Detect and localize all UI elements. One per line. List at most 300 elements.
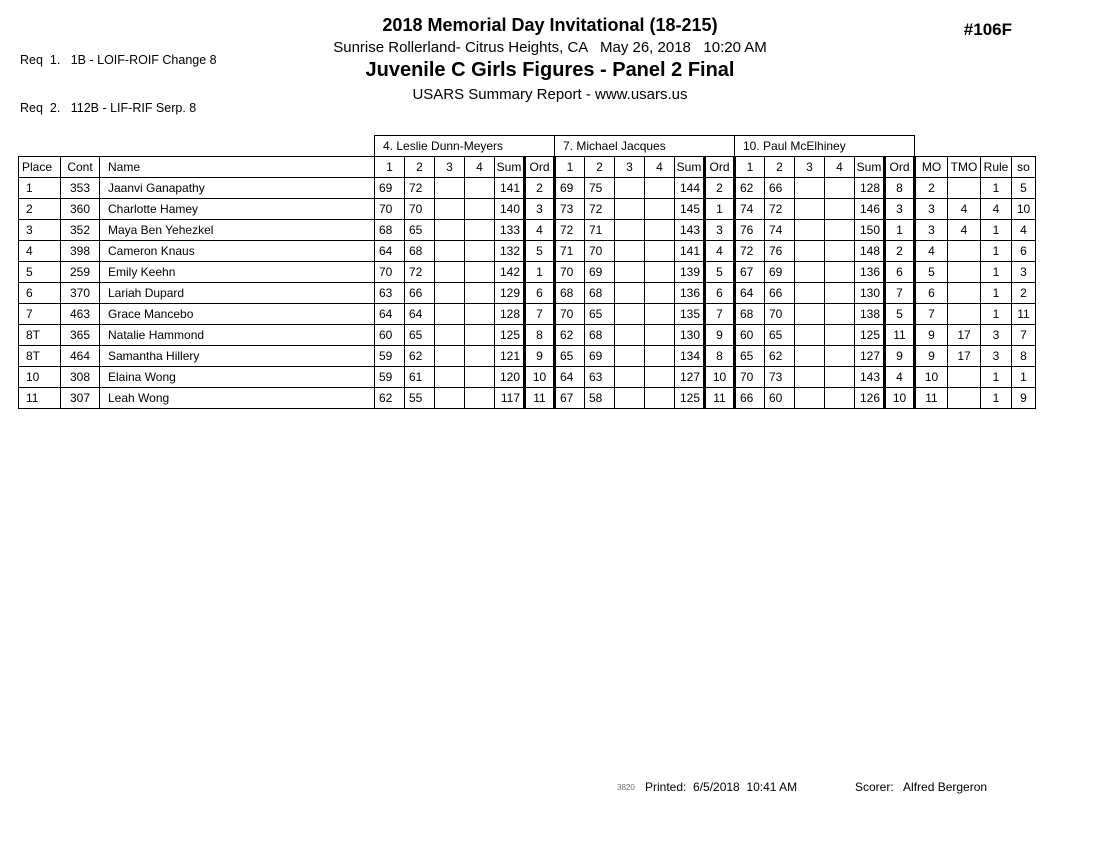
column-header-row [19, 157, 1036, 178]
cell-judge2-ord: 3 [705, 220, 735, 241]
cell-judge3-score3 [795, 178, 825, 199]
cell-judge1-score3 [435, 178, 465, 199]
cell-judge2-score3 [615, 283, 645, 304]
header-cont: Cont [61, 157, 100, 178]
cell-judge2-score2: 58 [585, 388, 615, 409]
cell-name: Elaina Wong [100, 367, 375, 388]
cell-judge1-ord: 8 [525, 325, 555, 346]
cell-judge1-sum: 117 [495, 388, 525, 409]
cell-rule: 1 [981, 178, 1012, 199]
cell-judge3-sum: 125 [855, 325, 885, 346]
cell-judge2-sum: 136 [675, 283, 705, 304]
cell-rule: 1 [981, 283, 1012, 304]
cell-rule: 1 [981, 304, 1012, 325]
cell-judge1-ord: 7 [525, 304, 555, 325]
cell-judge2-score3 [615, 220, 645, 241]
cell-judge3-ord: 5 [885, 304, 915, 325]
cell-judge2-score1: 73 [555, 199, 585, 220]
cell-judge2-ord: 4 [705, 241, 735, 262]
cell-so: 8 [1012, 346, 1036, 367]
cell-judge2-score3 [615, 367, 645, 388]
header-name: Name [100, 157, 375, 178]
cell-judge2-score2: 71 [585, 220, 615, 241]
cell-so: 1 [1012, 367, 1036, 388]
cell-judge1-score1: 59 [375, 346, 405, 367]
cell-judge3-sum: 127 [855, 346, 885, 367]
header-judge1-4: 4 [465, 157, 495, 178]
cell-judge3-score2: 66 [765, 178, 795, 199]
cell-place: 8T [19, 325, 61, 346]
table-row [19, 367, 1036, 388]
cell-tmo [948, 388, 981, 409]
cell-rule: 1 [981, 388, 1012, 409]
cell-judge3-score3 [795, 241, 825, 262]
scorer-name: Scorer: Alfred Bergeron [855, 780, 988, 794]
cell-mo: 4 [915, 241, 948, 262]
cell-judge3-score1: 64 [735, 283, 765, 304]
header-judge2-sum: Sum [675, 157, 705, 178]
header-so: so [1012, 157, 1036, 178]
table-row [19, 220, 1036, 241]
cell-judge3-score4 [825, 262, 855, 283]
cell-judge1-score3 [435, 388, 465, 409]
header-judge3-3: 3 [795, 157, 825, 178]
cell-judge3-ord: 8 [885, 178, 915, 199]
cell-judge1-score4 [465, 262, 495, 283]
cell-judge2-score1: 70 [555, 262, 585, 283]
cell-judge2-score4 [645, 283, 675, 304]
header-judge3-2: 2 [765, 157, 795, 178]
cell-judge1-ord: 10 [525, 367, 555, 388]
cell-judge1-score1: 70 [375, 262, 405, 283]
cell-mo: 11 [915, 388, 948, 409]
cell-judge1-score2: 72 [405, 178, 435, 199]
cell-judge2-score4 [645, 241, 675, 262]
cell-so: 6 [1012, 241, 1036, 262]
footer-code: 3820 [617, 783, 635, 792]
cell-judge3-score2: 66 [765, 283, 795, 304]
cell-name: Maya Ben Yehezkel [100, 220, 375, 241]
cell-name: Emily Keehn [100, 262, 375, 283]
cell-judge3-score2: 60 [765, 388, 795, 409]
cell-judge3-sum: 143 [855, 367, 885, 388]
cell-judge2-ord: 2 [705, 178, 735, 199]
cell-judge2-score1: 67 [555, 388, 585, 409]
header-judge2-ord: Ord [705, 157, 735, 178]
cell-name: Charlotte Hamey [100, 199, 375, 220]
cell-judge3-score1: 67 [735, 262, 765, 283]
req-line-1: Req 1. 1B - LOIF-ROIF Change 8 [20, 53, 217, 67]
cell-judge3-sum: 148 [855, 241, 885, 262]
cell-judge1-score3 [435, 220, 465, 241]
cell-rule: 4 [981, 199, 1012, 220]
cell-judge1-score1: 63 [375, 283, 405, 304]
cell-judge3-score3 [795, 220, 825, 241]
cell-judge3-score4 [825, 388, 855, 409]
cell-name: Grace Mancebo [100, 304, 375, 325]
cell-place: 3 [19, 220, 61, 241]
cell-judge1-score3 [435, 283, 465, 304]
header-judge1-3: 3 [435, 157, 465, 178]
header-judge2-1: 1 [555, 157, 585, 178]
table-row [19, 283, 1036, 304]
cell-cont: 307 [61, 388, 100, 409]
event-title: Juvenile C Girls Figures - Panel 2 Final [365, 59, 735, 81]
judge-name-2: 7. Michael Jacques [555, 136, 735, 157]
cell-judge2-score2: 68 [585, 325, 615, 346]
header-judge2-2: 2 [585, 157, 615, 178]
cell-judge3-ord: 3 [885, 199, 915, 220]
cell-judge1-sum: 120 [495, 367, 525, 388]
cell-judge3-score3 [795, 199, 825, 220]
cell-judge1-score3 [435, 346, 465, 367]
table-row [19, 178, 1036, 199]
cell-judge2-sum: 130 [675, 325, 705, 346]
cell-mo: 3 [915, 220, 948, 241]
judge-names-row [19, 136, 1036, 157]
cell-judge2-sum: 139 [675, 262, 705, 283]
cell-judge1-ord: 9 [525, 346, 555, 367]
cell-rule: 3 [981, 325, 1012, 346]
cell-judge3-score1: 60 [735, 325, 765, 346]
cell-judge1-score3 [435, 325, 465, 346]
cell-judge1-sum: 132 [495, 241, 525, 262]
cell-judge3-sum: 138 [855, 304, 885, 325]
cell-judge2-ord: 1 [705, 199, 735, 220]
cell-judge3-ord: 9 [885, 346, 915, 367]
cell-judge2-score3 [615, 262, 645, 283]
cell-judge3-score1: 68 [735, 304, 765, 325]
cell-rule: 1 [981, 367, 1012, 388]
cell-judge1-score1: 62 [375, 388, 405, 409]
cell-judge2-score4 [645, 367, 675, 388]
req-line-2: Req 2. 112B - LIF-RIF Serp. 8 [20, 101, 197, 115]
cell-judge2-score1: 68 [555, 283, 585, 304]
cell-judge2-score3 [615, 325, 645, 346]
cell-cont: 464 [61, 346, 100, 367]
cell-tmo: 17 [948, 346, 981, 367]
cell-judge3-sum: 126 [855, 388, 885, 409]
cell-judge2-score2: 75 [585, 178, 615, 199]
cell-judge2-score1: 69 [555, 178, 585, 199]
cell-judge3-score1: 65 [735, 346, 765, 367]
cell-judge1-score4 [465, 388, 495, 409]
cell-place: 5 [19, 262, 61, 283]
cell-name: Jaanvi Ganapathy [100, 178, 375, 199]
header-judge2-4: 4 [645, 157, 675, 178]
cell-judge3-score3 [795, 283, 825, 304]
cell-judge3-score2: 70 [765, 304, 795, 325]
venue-date-line: Sunrise Rollerland- Citrus Heights, CA May 26, 2018 10:20 AM [333, 39, 767, 56]
cell-place: 11 [19, 388, 61, 409]
cell-judge3-ord: 6 [885, 262, 915, 283]
cell-judge3-ord: 7 [885, 283, 915, 304]
cell-judge3-score3 [795, 325, 825, 346]
header-judge2-3: 3 [615, 157, 645, 178]
event-number: #106F [963, 20, 1012, 39]
cell-judge1-ord: 3 [525, 199, 555, 220]
cell-cont: 352 [61, 220, 100, 241]
cell-judge1-score4 [465, 241, 495, 262]
cell-rule: 3 [981, 346, 1012, 367]
cell-judge1-score1: 64 [375, 241, 405, 262]
cell-judge2-score4 [645, 178, 675, 199]
cell-judge3-score2: 74 [765, 220, 795, 241]
cell-judge2-score3 [615, 304, 645, 325]
table-row [19, 304, 1036, 325]
cell-judge2-ord: 10 [705, 367, 735, 388]
cell-judge1-ord: 5 [525, 241, 555, 262]
cell-judge3-score3 [795, 304, 825, 325]
cell-judge2-ord: 8 [705, 346, 735, 367]
cell-judge3-score2: 69 [765, 262, 795, 283]
header-tmo: TMO [948, 157, 981, 178]
header-judge1-sum: Sum [495, 157, 525, 178]
cell-cont: 365 [61, 325, 100, 346]
cell-judge1-score3 [435, 262, 465, 283]
header-place: Place [19, 157, 61, 178]
cell-mo: 9 [915, 346, 948, 367]
cell-judge2-sum: 125 [675, 388, 705, 409]
cell-judge1-score2: 62 [405, 346, 435, 367]
cell-judge2-ord: 5 [705, 262, 735, 283]
cell-judge3-score3 [795, 367, 825, 388]
cell-judge2-score3 [615, 178, 645, 199]
table-row [19, 241, 1036, 262]
cell-judge1-score2: 55 [405, 388, 435, 409]
cell-judge1-sum: 141 [495, 178, 525, 199]
cell-judge3-score1: 74 [735, 199, 765, 220]
cell-so: 2 [1012, 283, 1036, 304]
cell-tmo: 17 [948, 325, 981, 346]
cell-judge3-ord: 2 [885, 241, 915, 262]
cell-name: Lariah Dupard [100, 283, 375, 304]
cell-judge2-sum: 134 [675, 346, 705, 367]
cell-judge1-score3 [435, 304, 465, 325]
cell-tmo [948, 262, 981, 283]
cell-place: 1 [19, 178, 61, 199]
cell-judge2-score3 [615, 388, 645, 409]
cell-judge1-score4 [465, 178, 495, 199]
header-mo: MO [915, 157, 948, 178]
cell-judge2-score2: 63 [585, 367, 615, 388]
cell-judge2-score2: 69 [585, 262, 615, 283]
cell-judge1-sum: 125 [495, 325, 525, 346]
cell-tmo: 4 [948, 199, 981, 220]
cell-so: 5 [1012, 178, 1036, 199]
cell-judge1-score4 [465, 304, 495, 325]
cell-tmo [948, 241, 981, 262]
cell-mo: 3 [915, 199, 948, 220]
cell-judge2-score1: 72 [555, 220, 585, 241]
cell-judge2-sum: 143 [675, 220, 705, 241]
cell-judge1-score2: 66 [405, 283, 435, 304]
cell-judge3-ord: 11 [885, 325, 915, 346]
header-judge1-1: 1 [375, 157, 405, 178]
cell-rule: 1 [981, 220, 1012, 241]
cell-judge1-score4 [465, 325, 495, 346]
cell-judge2-score1: 62 [555, 325, 585, 346]
cell-judge2-score3 [615, 346, 645, 367]
cell-judge1-score1: 59 [375, 367, 405, 388]
cell-judge2-score2: 65 [585, 304, 615, 325]
cell-judge1-sum: 129 [495, 283, 525, 304]
report-subtitle: USARS Summary Report - www.usars.us [412, 86, 688, 103]
page-title: 2018 Memorial Day Invitational (18-215) [382, 15, 718, 35]
cell-judge1-score2: 68 [405, 241, 435, 262]
cell-judge1-score4 [465, 346, 495, 367]
cell-judge3-score2: 72 [765, 199, 795, 220]
cell-place: 6 [19, 283, 61, 304]
cell-judge3-score4 [825, 199, 855, 220]
judge-name-1: 4. Leslie Dunn-Meyers [375, 136, 555, 157]
cell-judge1-sum: 128 [495, 304, 525, 325]
cell-judge3-score4 [825, 325, 855, 346]
cell-judge3-score2: 65 [765, 325, 795, 346]
cell-judge2-score4 [645, 262, 675, 283]
cell-mo: 9 [915, 325, 948, 346]
cell-judge2-ord: 9 [705, 325, 735, 346]
cell-judge1-score2: 61 [405, 367, 435, 388]
table-row [19, 325, 1036, 346]
cell-judge3-sum: 150 [855, 220, 885, 241]
cell-judge3-score1: 76 [735, 220, 765, 241]
cell-cont: 308 [61, 367, 100, 388]
cell-judge2-ord: 6 [705, 283, 735, 304]
cell-place: 4 [19, 241, 61, 262]
cell-judge1-ord: 1 [525, 262, 555, 283]
cell-judge1-ord: 4 [525, 220, 555, 241]
cell-judge2-score1: 64 [555, 367, 585, 388]
cell-judge1-score2: 65 [405, 220, 435, 241]
header-judge3-ord: Ord [885, 157, 915, 178]
cell-mo: 5 [915, 262, 948, 283]
cell-judge3-score4 [825, 241, 855, 262]
cell-judge1-score2: 70 [405, 199, 435, 220]
cell-name: Leah Wong [100, 388, 375, 409]
table-row [19, 346, 1036, 367]
cell-cont: 353 [61, 178, 100, 199]
cell-so: 11 [1012, 304, 1036, 325]
cell-name: Cameron Knaus [100, 241, 375, 262]
cell-judge1-score3 [435, 367, 465, 388]
cell-judge2-sum: 145 [675, 199, 705, 220]
results-table [18, 135, 1036, 409]
cell-so: 10 [1012, 199, 1036, 220]
cell-place: 2 [19, 199, 61, 220]
cell-mo: 7 [915, 304, 948, 325]
cell-judge3-score2: 62 [765, 346, 795, 367]
cell-cont: 370 [61, 283, 100, 304]
judge-row-spacer-right [915, 136, 1036, 157]
cell-judge2-sum: 127 [675, 367, 705, 388]
cell-judge3-sum: 146 [855, 199, 885, 220]
cell-judge1-score1: 60 [375, 325, 405, 346]
cell-tmo [948, 304, 981, 325]
cell-so: 4 [1012, 220, 1036, 241]
cell-judge2-score1: 70 [555, 304, 585, 325]
cell-judge1-score1: 70 [375, 199, 405, 220]
cell-judge3-score3 [795, 388, 825, 409]
cell-place: 8T [19, 346, 61, 367]
cell-judge2-score1: 65 [555, 346, 585, 367]
cell-judge1-ord: 6 [525, 283, 555, 304]
cell-judge1-score2: 64 [405, 304, 435, 325]
cell-cont: 463 [61, 304, 100, 325]
cell-judge3-score4 [825, 283, 855, 304]
header-judge3-1: 1 [735, 157, 765, 178]
cell-judge3-ord: 4 [885, 367, 915, 388]
cell-tmo [948, 283, 981, 304]
cell-judge3-score2: 76 [765, 241, 795, 262]
cell-judge3-score4 [825, 346, 855, 367]
cell-judge1-score3 [435, 199, 465, 220]
cell-judge1-score4 [465, 199, 495, 220]
cell-judge1-score4 [465, 283, 495, 304]
cell-judge2-score3 [615, 199, 645, 220]
cell-judge2-score2: 72 [585, 199, 615, 220]
cell-judge3-sum: 136 [855, 262, 885, 283]
table-row [19, 262, 1036, 283]
cell-judge2-score2: 68 [585, 283, 615, 304]
cell-rule: 1 [981, 241, 1012, 262]
cell-judge2-score4 [645, 304, 675, 325]
cell-judge3-score1: 70 [735, 367, 765, 388]
cell-judge3-sum: 128 [855, 178, 885, 199]
judge-name-3: 10. Paul McElhiney [735, 136, 915, 157]
header-judge1-ord: Ord [525, 157, 555, 178]
cell-place: 7 [19, 304, 61, 325]
cell-judge2-score1: 71 [555, 241, 585, 262]
cell-judge1-score4 [465, 367, 495, 388]
cell-judge2-score4 [645, 199, 675, 220]
cell-judge2-score4 [645, 325, 675, 346]
cell-name: Samantha Hillery [100, 346, 375, 367]
cell-cont: 259 [61, 262, 100, 283]
cell-judge1-score2: 65 [405, 325, 435, 346]
cell-judge1-sum: 140 [495, 199, 525, 220]
cell-mo: 6 [915, 283, 948, 304]
cell-judge1-score1: 64 [375, 304, 405, 325]
cell-judge3-score4 [825, 367, 855, 388]
judge-row-spacer-left [19, 136, 375, 157]
cell-judge2-ord: 11 [705, 388, 735, 409]
cell-judge3-ord: 10 [885, 388, 915, 409]
cell-place: 10 [19, 367, 61, 388]
cell-judge2-score3 [615, 241, 645, 262]
cell-judge1-score1: 68 [375, 220, 405, 241]
cell-judge3-ord: 1 [885, 220, 915, 241]
printed-timestamp: Printed: 6/5/2018 10:41 AM [645, 780, 798, 794]
cell-tmo [948, 178, 981, 199]
header-judge1-2: 2 [405, 157, 435, 178]
cell-judge2-sum: 141 [675, 241, 705, 262]
cell-judge3-score2: 73 [765, 367, 795, 388]
cell-judge3-score3 [795, 346, 825, 367]
cell-judge1-ord: 2 [525, 178, 555, 199]
cell-so: 3 [1012, 262, 1036, 283]
cell-cont: 360 [61, 199, 100, 220]
cell-judge1-score1: 69 [375, 178, 405, 199]
cell-judge2-score2: 69 [585, 346, 615, 367]
cell-judge2-sum: 135 [675, 304, 705, 325]
cell-judge1-score3 [435, 241, 465, 262]
cell-judge3-score1: 72 [735, 241, 765, 262]
cell-judge1-sum: 121 [495, 346, 525, 367]
cell-judge3-score4 [825, 304, 855, 325]
cell-judge2-score4 [645, 388, 675, 409]
cell-so: 7 [1012, 325, 1036, 346]
